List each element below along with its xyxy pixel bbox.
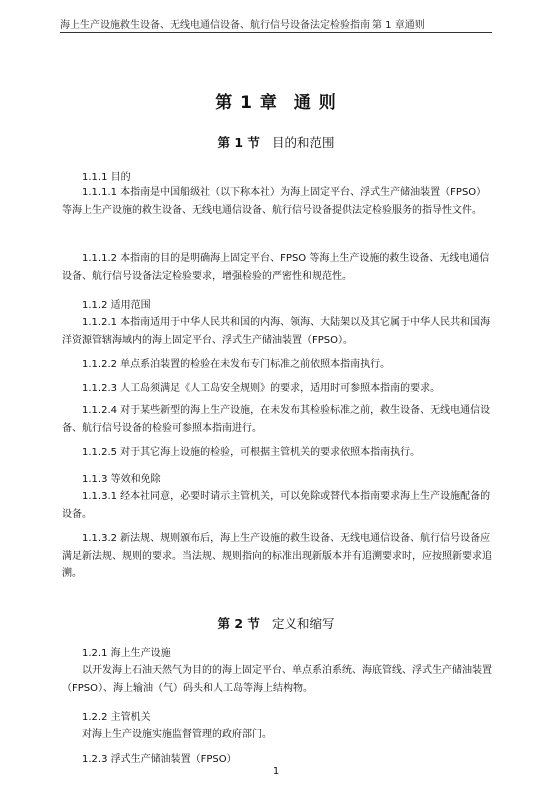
paragraph-1-1-2-4: 1.1.2.4 对于某些新型的海上生产设施，在未发布其检验标准之前，救生设备、无线电通信设备、航行信号设备的检验可参照本指南进行。: [62, 405, 491, 434]
paragraph-1-1-3-2: 1.1.3.2 新法规、规则颁布后，海上生产设施的救生设备、无线电通信设备、航行信号设备应满足新法规、规则的要求。当法规、规则指向的标准出现新版本并有追溯要求时，应按照新要求追溯。: [62, 533, 492, 579]
paragraph-1-2-1: 以开发海上石油天然气为目的的海上固定平台、单点系泊系统、海底管线、浮式生产储油装置（FPSO）、海上输油（气）码头和人工岛等海上结构物。: [62, 665, 492, 694]
page-number: 1: [272, 766, 280, 777]
chapter-number: 第 1 章: [215, 93, 278, 113]
subsection-1-1-3-heading: 1.1.3 等效和免除: [82, 474, 161, 485]
section-1-title: 目的和范围: [271, 135, 335, 150]
section-2-title: 定义和缩写: [271, 616, 335, 631]
subsection-1-2-3-heading: 1.2.3 浮式生产储油装置（FPSO）: [82, 754, 237, 765]
paragraph-1-1-1-2: 1.1.1.2 本指南的目的是明确海上固定平台、FPSO 等海上生产设施的救生设备、无线电通信设备、航行信号设备法定检验要求，增强检验的严密性和规范性。: [62, 253, 490, 282]
section-1-heading: [0, 133, 552, 151]
paragraph-1-2-2: 对海上生产设施实施监督管理的政府部门。: [82, 729, 272, 740]
subsection-1-1-1-heading: 1.1.1 目的: [82, 172, 131, 183]
paragraph-1-1-2-1: 1.1.2.1 本指南适用于中华人民共和国的内海、领海、大陆架以及其它属于中华人民共和国海洋资源管辖海域内的海上固定平台、浮式生产储油装置（FPSO）。: [62, 317, 491, 346]
paragraph-1-1-2-2: 1.1.2.2 单点系泊装置的检验在未发布专门标准之前依照本指南执行。: [82, 359, 391, 370]
paragraph-1-1-2-5: 1.1.2.5 对于其它海上设施的检验，可根据主管机关的要求依照本指南执行。: [82, 447, 421, 458]
chapter-name: 通 则: [293, 93, 337, 113]
section-2-number: 第 2 节: [217, 616, 260, 631]
paragraph-1-1-3-1: 1.1.3.1 经本社同意，必要时请示主管机关，可以免除或替代本指南要求海上生产设施配备的设备。: [62, 491, 491, 520]
running-header: [60, 14, 492, 33]
section-1-number: 第 1 节: [217, 135, 260, 150]
paragraph-1-1-1-1: 1.1.1.1 本指南是中国船级社（以下称本社）为海上固定平台、浮式生产储油装置（FPSO）等海上生产设施的救生设备、无线电通信设备、航行信号设备提供法定检验服务的指导性文件。: [62, 187, 487, 216]
header-chapter-label: 第 1 章通则: [372, 20, 425, 31]
paragraph-1-1-2-3: 1.1.2.3 人工岛须满足《人工岛安全规则》的要求，适用时可参照本指南的要求。: [82, 383, 441, 394]
header-document-title: 海上生产设施救生设备、无线电通信设备、航行信号设备法定检验指南: [60, 20, 370, 31]
subsection-1-2-2-heading: 1.2.2 主管机关: [82, 712, 151, 723]
section-2-heading: [0, 614, 552, 632]
chapter-title: [0, 88, 552, 113]
subsection-1-1-2-heading: 1.1.2 适用范围: [82, 300, 151, 311]
subsection-1-2-1-heading: 1.2.1 海上生产设施: [82, 648, 171, 659]
